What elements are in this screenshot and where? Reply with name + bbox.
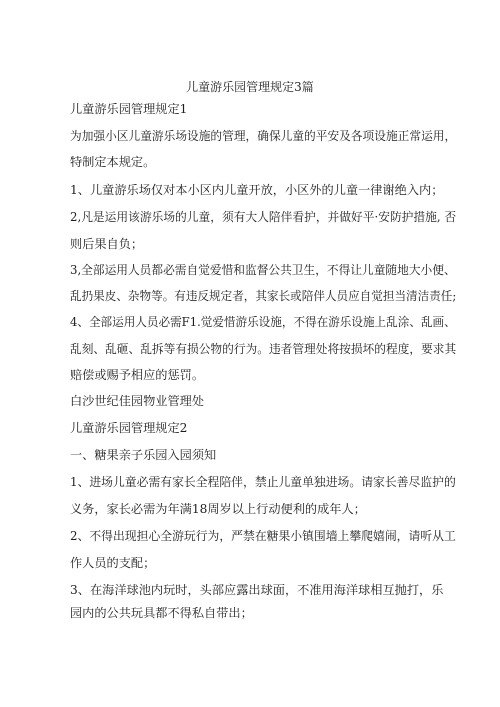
section-heading-1: 儿童游乐园管理规定1 (70, 102, 188, 116)
signature-line: 白沙世纪佳园物业管理处 (70, 394, 205, 408)
paragraph-line: 乱扔果皮、杂物等。有违反规定者，其家长或陪伴人员应自觉担当清洁责任; (70, 289, 457, 303)
rule-item-2: 2,凡是运用该游乐场的儿童，须有大人陪伴看护，并做好平·安防护措施, 否 (70, 210, 457, 224)
paragraph-line: 为加强小区儿童游乐场设施的管理，确保儿童的平安及各项设施正常运用， (70, 129, 457, 143)
paragraph-line: 义务，家长必需为年满18周岁以上行动便利的成年人； (70, 502, 366, 516)
subsection-heading: 一、糖果亲子乐园入园须知 (70, 448, 217, 462)
rule-item-1: 1、儿童游乐场仅对本小区内儿童开放，小区外的儿童一律谢绝入内； (70, 183, 444, 197)
rule-item-4: 4、全部运用人员必需F1.觉爱惜游乐设施，不得在游乐设施上乱涂、乱画、 (70, 315, 456, 329)
section-heading-2: 儿童游乐园管理规定2 (70, 421, 188, 435)
rule-item-2: 2、不得出现担心全游玩行为，严禁在糖果小镇围墙上攀爬嬉闹，请听从工 (70, 529, 456, 543)
rule-item-1: 1、进场儿童必需有家长全程陪伴，禁止儿童单独进场。请家长善尽监护的 (70, 475, 456, 489)
rule-item-3: 3,全部运用人员都必需自觉爱惜和监督公共卫生，不得让儿童随地大小便、 (70, 263, 456, 277)
document-title: 儿童游乐园管理规定3篇 (186, 80, 314, 94)
rule-item-3: 3、在海洋球池内玩时，头部应露出球面，不准用海洋球相互抛打，乐 (70, 583, 444, 597)
paragraph-line: 乱刻、乱砸、乱拆等有损公物的行为。违者管理处将按损坏的程度，要求其 (70, 342, 457, 356)
paragraph-line: 则后果自负； (70, 237, 144, 251)
paragraph-line: 特制定本规定。 (70, 155, 156, 169)
paragraph-line: 赔偿或赐予相应的惩罚。 (70, 368, 205, 382)
paragraph-line: 作人员的支配； (70, 556, 156, 570)
paragraph-line: 园内的公共玩具都不得私自带出； (70, 606, 253, 620)
